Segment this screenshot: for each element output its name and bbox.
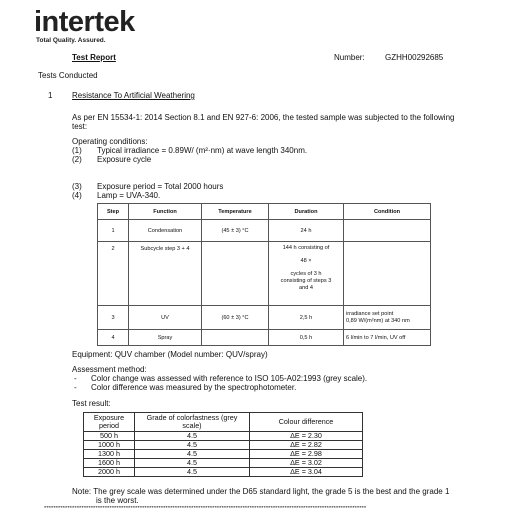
column-header-duration: Duration [269,204,344,220]
step-cell: 2 [98,242,129,306]
operating-conditions-label: Operating conditions: [72,137,148,146]
duration-line: 0,5 h [299,334,313,341]
column-header-function: Function [129,204,202,220]
period-cell: 1600 h [84,459,135,468]
column-header-exposure-period: Exposure period [84,413,135,432]
exposure-cycle-table [97,203,431,346]
condition-cell [344,242,431,306]
condition-1-text: Typical irradiance = 0.89W/ (m²·nm) at wave length 340nm. [97,146,308,155]
step-cell: 4 [98,330,129,346]
assessment-item-2: Color difference was measured by the spectrophotometer. [91,383,297,392]
condition-line: 6 l/min to 7 l/min, UV off [346,334,406,341]
diff-cell: ΔE = 2.98 [250,450,363,459]
grade-cell: 4.5 [135,450,250,459]
report-title: Test Report [72,53,116,62]
logo-tagline: Total Quality. Assured. [36,37,106,44]
test-intro-line2: test: [72,122,88,131]
test-result-label: Test result: [72,399,111,408]
table-row [98,242,431,306]
period-cell: 2000 h [84,468,135,477]
report-number-value: GZHH00292685 [385,53,444,62]
duration-line: 144 h consisting of [282,245,330,251]
column-header-temperature: Temperature [202,204,269,220]
diff-cell: ΔE = 2.82 [250,441,363,450]
duration-cell [269,330,344,346]
duration-line: consisting of steps 3 [280,278,332,284]
column-header-step: Step [98,204,129,220]
step-cell: 1 [98,220,129,242]
temperature-cell [202,242,269,306]
section-heading: Tests Conducted [38,71,98,80]
period-cell: 500 h [84,432,135,441]
assessment-item-1: Color change was assessed with reference to ISO 105-A02:1993 (grey scale). [91,374,368,383]
column-header-grade: Grade of colorfastness (grey scale) [135,413,250,432]
condition-line: irradiance set point [346,310,394,317]
condition-1-num: (1) [72,146,82,155]
grade-cell: 4.5 [135,459,250,468]
note-line2: is the worst. [96,496,139,505]
table-header-row [84,413,363,432]
condition-2-text: Exposure cycle [97,155,152,164]
test-title: Resistance To Artificial Weathering [72,91,195,100]
temperature-cell: (45 ± 3) °C [202,220,269,242]
condition-cell [344,220,431,242]
function-cell: Spray [129,330,202,346]
note-line1: Note: The grey scale was determined under the D65 standard light, the grade 5 is the best and the grade 1 [72,487,450,496]
duration-line: and 4 [299,285,313,291]
condition-3-num: (3) [72,182,82,191]
condition-cell [344,330,431,346]
end-of-report-divider: ****************************************************************************************************************************************** [44,506,367,512]
diff-cell: ΔE = 2.30 [250,432,363,441]
condition-cell [344,306,431,330]
grade-cell: 4.5 [135,441,250,450]
assessment-bullet: - [74,374,77,383]
function-cell: Subcycle step 3 + 4 [129,242,202,306]
column-header-condition: Condition [344,204,431,220]
duration-line: 2,5 h [299,314,313,321]
table-row [98,220,431,242]
function-cell: Condensation [129,220,202,242]
duration-line: 24 h [300,227,312,234]
report-number-label: Number: [334,53,365,62]
duration-line: cycles of 3 h [290,271,322,277]
function-cell: UV [129,306,202,330]
condition-4-num: (4) [72,191,82,200]
diff-cell: ΔE = 3.02 [250,459,363,468]
table-header-row [98,204,431,220]
assessment-label: Assessment method: [72,365,147,374]
table-row [84,468,363,477]
grade-cell: 4.5 [135,432,250,441]
duration-cell [269,306,344,330]
assessment-bullet: - [74,383,77,392]
condition-3-text: Exposure period = Total 2000 hours [97,182,224,191]
intertek-logo: intertek [34,6,135,38]
diff-cell: ΔE = 3.04 [250,468,363,477]
test-intro-line1: As per EN 15534-1: 2014 Section 8.1 and EN 927-6: 2006, the tested sample was subjected to the following [72,113,455,122]
temperature-cell [202,330,269,346]
condition-line: 0,89 W/(m²nm) at 340 nm [346,317,410,324]
period-cell: 1000 h [84,441,135,450]
step-cell: 3 [98,306,129,330]
results-table [83,412,363,477]
duration-cell [269,242,344,306]
condition-2-num: (2) [72,155,82,164]
test-index: 1 [48,91,53,100]
duration-cell [269,220,344,242]
column-header-colour-difference: Colour difference [250,413,363,432]
period-cell: 1300 h [84,450,135,459]
table-row [98,330,431,346]
table-row [98,306,431,330]
duration-line: 48 × [300,258,312,264]
temperature-cell: (60 ± 3) °C [202,306,269,330]
grade-cell: 4.5 [135,468,250,477]
condition-4-text: Lamp = UVA-340. [97,191,161,200]
equipment-text: Equipment: QUV chamber (Model number: QUV/spray) [72,350,268,359]
